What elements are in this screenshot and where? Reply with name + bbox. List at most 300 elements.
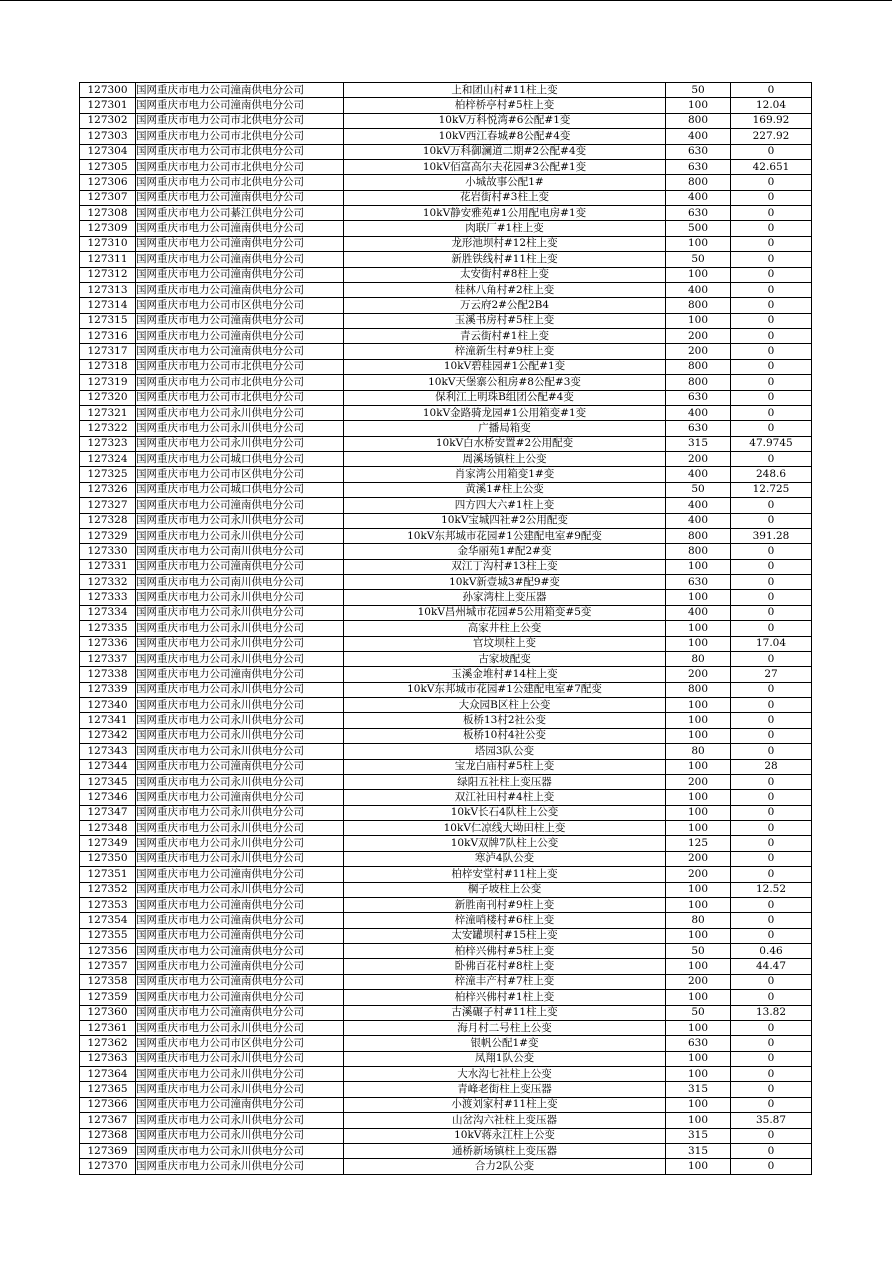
table-row — [80, 159, 812, 174]
cell-company: 国网重庆市电力公司市北供电分公司 — [136, 375, 344, 390]
cell-value: 0 — [731, 390, 812, 405]
cell-value: 27 — [731, 667, 812, 682]
cell-transformer-name: 黄溪1#柱上公变 — [344, 482, 666, 497]
cell-id: 127370 — [80, 1159, 136, 1174]
cell-value: 12.725 — [731, 482, 812, 497]
cell-capacity: 100 — [666, 1067, 731, 1082]
cell-transformer-name: 10kV佰富高尔夫花园#3公配#1变 — [344, 159, 666, 174]
cell-capacity: 315 — [666, 1128, 731, 1143]
table-row — [80, 1159, 812, 1174]
cell-capacity: 100 — [666, 928, 731, 943]
cell-value: 0 — [731, 698, 812, 713]
cell-value: 0 — [731, 559, 812, 574]
cell-id: 127321 — [80, 405, 136, 420]
cell-id: 127358 — [80, 974, 136, 989]
table-row — [80, 83, 812, 98]
cell-company: 国网重庆市电力公司永川供电分公司 — [136, 405, 344, 420]
cell-value: 13.82 — [731, 1005, 812, 1020]
cell-value: 28 — [731, 759, 812, 774]
cell-transformer-name: 太安罐坝村#15柱上变 — [344, 928, 666, 943]
cell-company: 国网重庆市电力公司市区供电分公司 — [136, 467, 344, 482]
cell-company: 国网重庆市电力公司永川供电分公司 — [136, 882, 344, 897]
cell-value: 0 — [731, 252, 812, 267]
cell-value: 0 — [731, 605, 812, 620]
cell-company: 国网重庆市电力公司永川供电分公司 — [136, 621, 344, 636]
cell-id: 127320 — [80, 390, 136, 405]
cell-transformer-name: 合力2队公变 — [344, 1159, 666, 1174]
cell-company: 国网重庆市电力公司潼南供电分公司 — [136, 974, 344, 989]
table-row — [80, 959, 812, 974]
cell-company: 国网重庆市电力公司市北供电分公司 — [136, 390, 344, 405]
cell-transformer-name: 通桥新场镇柱上变压器 — [344, 1143, 666, 1158]
cell-capacity: 400 — [666, 282, 731, 297]
cell-value: 0 — [731, 206, 812, 221]
cell-value: 0 — [731, 913, 812, 928]
page-top-rule — [0, 0, 892, 1]
cell-company: 国网重庆市电力公司永川供电分公司 — [136, 1159, 344, 1174]
cell-id: 127304 — [80, 144, 136, 159]
cell-transformer-name: 10kV昌州城市花园#5公用箱变#5变 — [344, 605, 666, 620]
cell-capacity: 100 — [666, 790, 731, 805]
table-row — [80, 559, 812, 574]
cell-transformer-name: 10kV万科悦湾#6公配#1变 — [344, 113, 666, 128]
cell-company: 国网重庆市电力公司潼南供电分公司 — [136, 667, 344, 682]
cell-transformer-name: 10kV长石4队柱上公变 — [344, 805, 666, 820]
table-row — [80, 1020, 812, 1035]
cell-value: 0 — [731, 928, 812, 943]
cell-transformer-name: 梓潼哨楼村#6柱上变 — [344, 913, 666, 928]
cell-value: 0 — [731, 236, 812, 251]
cell-company: 国网重庆市电力公司永川供电分公司 — [136, 528, 344, 543]
table-row — [80, 498, 812, 513]
cell-capacity: 100 — [666, 1051, 731, 1066]
cell-company: 国网重庆市电力公司市北供电分公司 — [136, 144, 344, 159]
cell-transformer-name: 孙家湾柱上变压器 — [344, 590, 666, 605]
cell-id: 127353 — [80, 897, 136, 912]
cell-id: 127347 — [80, 805, 136, 820]
cell-capacity: 630 — [666, 575, 731, 590]
cell-value: 0 — [731, 897, 812, 912]
cell-id: 127362 — [80, 1036, 136, 1051]
cell-company: 国网重庆市电力公司永川供电分公司 — [136, 851, 344, 866]
table-row — [80, 790, 812, 805]
cell-capacity: 800 — [666, 175, 731, 190]
cell-capacity: 800 — [666, 113, 731, 128]
cell-value: 17.04 — [731, 636, 812, 651]
cell-capacity: 630 — [666, 159, 731, 174]
cell-value: 0 — [731, 1128, 812, 1143]
cell-id: 127368 — [80, 1128, 136, 1143]
cell-capacity: 100 — [666, 1020, 731, 1035]
cell-company: 国网重庆市电力公司永川供电分公司 — [136, 836, 344, 851]
table-body — [80, 83, 812, 1175]
cell-capacity: 100 — [666, 1097, 731, 1112]
cell-transformer-name: 新胜南刊村#9柱上变 — [344, 897, 666, 912]
cell-transformer-name: 柏梓安堂村#11柱上变 — [344, 867, 666, 882]
cell-value: 0 — [731, 1097, 812, 1112]
table-row — [80, 405, 812, 420]
cell-capacity: 100 — [666, 636, 731, 651]
cell-capacity: 100 — [666, 821, 731, 836]
cell-capacity: 100 — [666, 959, 731, 974]
table-row — [80, 1097, 812, 1112]
cell-transformer-name: 10kV白水桥安置#2公用配变 — [344, 436, 666, 451]
cell-transformer-name: 10kV天堡寨公租房#8公配#3变 — [344, 375, 666, 390]
cell-capacity: 630 — [666, 144, 731, 159]
cell-company: 国网重庆市电力公司潼南供电分公司 — [136, 1097, 344, 1112]
cell-company: 国网重庆市电力公司南川供电分公司 — [136, 544, 344, 559]
cell-transformer-name: 双江丁沟村#13柱上变 — [344, 559, 666, 574]
cell-company: 国网重庆市电力公司潼南供电分公司 — [136, 190, 344, 205]
cell-id: 127346 — [80, 790, 136, 805]
cell-id: 127318 — [80, 359, 136, 374]
cell-value: 0 — [731, 329, 812, 344]
cell-id: 127324 — [80, 452, 136, 467]
cell-capacity: 315 — [666, 436, 731, 451]
cell-company: 国网重庆市电力公司潼南供电分公司 — [136, 867, 344, 882]
cell-capacity: 50 — [666, 944, 731, 959]
cell-transformer-name: 小城故事公配1# — [344, 175, 666, 190]
cell-transformer-name: 板桥10村4社公变 — [344, 728, 666, 743]
table-row — [80, 744, 812, 759]
cell-value: 0 — [731, 728, 812, 743]
cell-value: 0.46 — [731, 944, 812, 959]
table-row — [80, 990, 812, 1005]
cell-value: 0 — [731, 790, 812, 805]
table-row — [80, 1082, 812, 1097]
cell-transformer-name: 青云街村#1柱上变 — [344, 329, 666, 344]
table-row — [80, 98, 812, 113]
cell-company: 国网重庆市电力公司永川供电分公司 — [136, 1082, 344, 1097]
cell-capacity: 800 — [666, 359, 731, 374]
table-row — [80, 882, 812, 897]
cell-transformer-name: 10kV万科御澜道二期#2公配#4变 — [344, 144, 666, 159]
cell-id: 127355 — [80, 928, 136, 943]
cell-capacity: 100 — [666, 1159, 731, 1174]
cell-company: 国网重庆市电力公司永川供电分公司 — [136, 436, 344, 451]
cell-capacity: 630 — [666, 421, 731, 436]
table-row — [80, 682, 812, 697]
cell-id: 127349 — [80, 836, 136, 851]
cell-capacity: 100 — [666, 559, 731, 574]
cell-id: 127354 — [80, 913, 136, 928]
cell-company: 国网重庆市电力公司潼南供电分公司 — [136, 498, 344, 513]
table-row — [80, 805, 812, 820]
cell-capacity: 200 — [666, 452, 731, 467]
table-row — [80, 636, 812, 651]
cell-capacity: 100 — [666, 267, 731, 282]
cell-transformer-name: 万云府2#公配2B4 — [344, 298, 666, 313]
cell-transformer-name: 大水沟七社柱上公变 — [344, 1067, 666, 1082]
cell-id: 127305 — [80, 159, 136, 174]
cell-value: 0 — [731, 974, 812, 989]
cell-transformer-name: 凤翔1队公变 — [344, 1051, 666, 1066]
cell-value: 0 — [731, 836, 812, 851]
cell-company: 国网重庆市电力公司潼南供电分公司 — [136, 313, 344, 328]
table-row — [80, 452, 812, 467]
cell-value: 0 — [731, 1051, 812, 1066]
cell-transformer-name: 青峰老街柱上变压器 — [344, 1082, 666, 1097]
cell-company: 国网重庆市电力公司城口供电分公司 — [136, 482, 344, 497]
cell-id: 127315 — [80, 313, 136, 328]
table-row — [80, 267, 812, 282]
cell-id: 127301 — [80, 98, 136, 113]
cell-id: 127351 — [80, 867, 136, 882]
cell-value: 0 — [731, 821, 812, 836]
cell-company: 国网重庆市电力公司永川供电分公司 — [136, 728, 344, 743]
cell-value: 0 — [731, 144, 812, 159]
cell-value: 0 — [731, 713, 812, 728]
cell-value: 0 — [731, 421, 812, 436]
cell-company: 国网重庆市电力公司潼南供电分公司 — [136, 252, 344, 267]
cell-transformer-name: 塔园3队公变 — [344, 744, 666, 759]
cell-value: 0 — [731, 359, 812, 374]
cell-capacity: 50 — [666, 1005, 731, 1020]
cell-value: 0 — [731, 805, 812, 820]
cell-transformer-name: 10kV宝城四社#2公用配变 — [344, 513, 666, 528]
table-row — [80, 1036, 812, 1051]
cell-id: 127344 — [80, 759, 136, 774]
cell-company: 国网重庆市电力公司市北供电分公司 — [136, 113, 344, 128]
cell-company: 国网重庆市电力公司潼南供电分公司 — [136, 928, 344, 943]
cell-id: 127334 — [80, 605, 136, 620]
cell-value: 0 — [731, 1036, 812, 1051]
cell-id: 127312 — [80, 267, 136, 282]
cell-company: 国网重庆市电力公司潼南供电分公司 — [136, 329, 344, 344]
cell-id: 127326 — [80, 482, 136, 497]
table-row — [80, 1128, 812, 1143]
table-row — [80, 298, 812, 313]
cell-id: 127359 — [80, 990, 136, 1005]
cell-capacity: 800 — [666, 528, 731, 543]
table-row — [80, 974, 812, 989]
cell-value: 0 — [731, 513, 812, 528]
cell-capacity: 200 — [666, 344, 731, 359]
cell-transformer-name: 双江社田村#4柱上变 — [344, 790, 666, 805]
cell-company: 国网重庆市电力公司潼南供电分公司 — [136, 959, 344, 974]
cell-transformer-name: 10kV仁凉线大坳田柱上变 — [344, 821, 666, 836]
cell-value: 227.92 — [731, 129, 812, 144]
cell-id: 127360 — [80, 1005, 136, 1020]
cell-transformer-name: 10kV西江春城#8公配#4变 — [344, 129, 666, 144]
cell-value: 0 — [731, 267, 812, 282]
cell-company: 国网重庆市电力公司市北供电分公司 — [136, 359, 344, 374]
cell-id: 127337 — [80, 651, 136, 666]
cell-capacity: 200 — [666, 867, 731, 882]
cell-transformer-name: 柏梓兴佛村#5柱上变 — [344, 944, 666, 959]
cell-id: 127367 — [80, 1113, 136, 1128]
cell-id: 127329 — [80, 528, 136, 543]
cell-id: 127311 — [80, 252, 136, 267]
cell-company: 国网重庆市电力公司潼南供电分公司 — [136, 990, 344, 1005]
cell-capacity: 50 — [666, 252, 731, 267]
cell-value: 0 — [731, 1020, 812, 1035]
cell-company: 国网重庆市电力公司潼南供电分公司 — [136, 559, 344, 574]
cell-company: 国网重庆市电力公司潼南供电分公司 — [136, 236, 344, 251]
cell-transformer-name: 梓潼丰产村#7柱上变 — [344, 974, 666, 989]
cell-transformer-name: 柏梓桥亭村#5柱上变 — [344, 98, 666, 113]
cell-transformer-name: 广播局箱变 — [344, 421, 666, 436]
table-row — [80, 851, 812, 866]
cell-value: 0 — [731, 990, 812, 1005]
cell-id: 127310 — [80, 236, 136, 251]
table-row — [80, 375, 812, 390]
cell-capacity: 100 — [666, 759, 731, 774]
cell-id: 127317 — [80, 344, 136, 359]
cell-transformer-name: 海月村二号柱上公变 — [344, 1020, 666, 1035]
cell-capacity: 100 — [666, 236, 731, 251]
table-row — [80, 728, 812, 743]
table-row — [80, 759, 812, 774]
cell-company: 国网重庆市电力公司永川供电分公司 — [136, 651, 344, 666]
cell-id: 127357 — [80, 959, 136, 974]
cell-value: 0 — [731, 452, 812, 467]
cell-id: 127364 — [80, 1067, 136, 1082]
cell-capacity: 400 — [666, 605, 731, 620]
table-row — [80, 206, 812, 221]
cell-capacity: 200 — [666, 851, 731, 866]
table-row — [80, 359, 812, 374]
table-row — [80, 436, 812, 451]
cell-transformer-name: 10kV蒋永江柱上公变 — [344, 1128, 666, 1143]
cell-value: 42.651 — [731, 159, 812, 174]
cell-company: 国网重庆市电力公司市北供电分公司 — [136, 129, 344, 144]
cell-transformer-name: 桂林八角村#2柱上变 — [344, 282, 666, 297]
cell-company: 国网重庆市电力公司永川供电分公司 — [136, 605, 344, 620]
cell-id: 127333 — [80, 590, 136, 605]
table-row — [80, 667, 812, 682]
cell-transformer-name: 棡子坡柱上公变 — [344, 882, 666, 897]
cell-capacity: 100 — [666, 897, 731, 912]
cell-id: 127341 — [80, 713, 136, 728]
cell-company: 国网重庆市电力公司永川供电分公司 — [136, 821, 344, 836]
cell-value: 0 — [731, 682, 812, 697]
cell-capacity: 630 — [666, 206, 731, 221]
cell-company: 国网重庆市电力公司永川供电分公司 — [136, 1143, 344, 1158]
cell-capacity: 200 — [666, 667, 731, 682]
cell-id: 127336 — [80, 636, 136, 651]
cell-capacity: 125 — [666, 836, 731, 851]
cell-transformer-name: 卧佛百花村#8柱上变 — [344, 959, 666, 974]
cell-transformer-name: 花岩街村#3柱上变 — [344, 190, 666, 205]
cell-transformer-name: 宝龙白庙村#5柱上变 — [344, 759, 666, 774]
table-row — [80, 544, 812, 559]
cell-company: 国网重庆市电力公司永川供电分公司 — [136, 636, 344, 651]
cell-capacity: 200 — [666, 974, 731, 989]
cell-company: 国网重庆市电力公司潼南供电分公司 — [136, 759, 344, 774]
cell-id: 127331 — [80, 559, 136, 574]
cell-id: 127345 — [80, 774, 136, 789]
cell-company: 国网重庆市电力公司潼南供电分公司 — [136, 83, 344, 98]
cell-company: 国网重庆市电力公司市区供电分公司 — [136, 1036, 344, 1051]
table-row — [80, 528, 812, 543]
table-row — [80, 252, 812, 267]
cell-capacity: 800 — [666, 298, 731, 313]
cell-company: 国网重庆市电力公司潼南供电分公司 — [136, 282, 344, 297]
cell-id: 127369 — [80, 1143, 136, 1158]
cell-transformer-name: 寒泸4队公变 — [344, 851, 666, 866]
cell-company: 国网重庆市电力公司永川供电分公司 — [136, 744, 344, 759]
cell-id: 127340 — [80, 698, 136, 713]
cell-id: 127356 — [80, 944, 136, 959]
cell-transformer-name: 大众园B区柱上公变 — [344, 698, 666, 713]
cell-id: 127343 — [80, 744, 136, 759]
table-row — [80, 913, 812, 928]
cell-transformer-name: 金华丽苑1#配2#变 — [344, 544, 666, 559]
cell-value: 0 — [731, 498, 812, 513]
cell-capacity: 50 — [666, 482, 731, 497]
table-row — [80, 313, 812, 328]
cell-capacity: 800 — [666, 682, 731, 697]
cell-transformer-name: 肉联厂#1柱上变 — [344, 221, 666, 236]
cell-capacity: 100 — [666, 313, 731, 328]
cell-capacity: 400 — [666, 129, 731, 144]
table-row — [80, 175, 812, 190]
cell-company: 国网重庆市电力公司潼南供电分公司 — [136, 344, 344, 359]
cell-transformer-name: 玉溪金堆村#14柱上变 — [344, 667, 666, 682]
table-row — [80, 513, 812, 528]
cell-value: 0 — [731, 851, 812, 866]
cell-company: 国网重庆市电力公司永川供电分公司 — [136, 1113, 344, 1128]
cell-company: 国网重庆市电力公司永川供电分公司 — [136, 713, 344, 728]
cell-value: 0 — [731, 344, 812, 359]
cell-id: 127348 — [80, 821, 136, 836]
table-row — [80, 651, 812, 666]
cell-id: 127308 — [80, 206, 136, 221]
table-row — [80, 113, 812, 128]
table-row — [80, 821, 812, 836]
table-row — [80, 575, 812, 590]
cell-value: 0 — [731, 744, 812, 759]
cell-value: 0 — [731, 298, 812, 313]
cell-id: 127325 — [80, 467, 136, 482]
cell-transformer-name: 周溪场镇柱上公变 — [344, 452, 666, 467]
cell-id: 127313 — [80, 282, 136, 297]
cell-value: 0 — [731, 1067, 812, 1082]
cell-value: 0 — [731, 774, 812, 789]
cell-company: 国网重庆市电力公司潼南供电分公司 — [136, 1005, 344, 1020]
cell-company: 国网重庆市电力公司永川供电分公司 — [136, 513, 344, 528]
cell-transformer-name: 古溪碾子村#11柱上变 — [344, 1005, 666, 1020]
table-row — [80, 1051, 812, 1066]
cell-transformer-name: 官坟坝柱上变 — [344, 636, 666, 651]
cell-id: 127328 — [80, 513, 136, 528]
cell-company: 国网重庆市电力公司永川供电分公司 — [136, 698, 344, 713]
cell-company: 国网重庆市电力公司綦江供电分公司 — [136, 206, 344, 221]
cell-transformer-name: 玉溪书房村#5柱上变 — [344, 313, 666, 328]
table-row — [80, 590, 812, 605]
cell-value: 248.6 — [731, 467, 812, 482]
table-row — [80, 774, 812, 789]
cell-id: 127352 — [80, 882, 136, 897]
cell-transformer-name: 10kV双牌7队柱上公变 — [344, 836, 666, 851]
cell-id: 127342 — [80, 728, 136, 743]
cell-transformer-name: 高家井柱上公变 — [344, 621, 666, 636]
cell-value: 0 — [731, 651, 812, 666]
cell-value: 0 — [731, 544, 812, 559]
cell-value: 0 — [731, 83, 812, 98]
cell-id: 127302 — [80, 113, 136, 128]
cell-company: 国网重庆市电力公司潼南供电分公司 — [136, 98, 344, 113]
cell-id: 127327 — [80, 498, 136, 513]
cell-capacity: 80 — [666, 913, 731, 928]
cell-transformer-name: 银帆公配1#变 — [344, 1036, 666, 1051]
table-row — [80, 836, 812, 851]
cell-transformer-name: 绿阳五社柱上变压器 — [344, 774, 666, 789]
cell-capacity: 315 — [666, 1143, 731, 1158]
table-row — [80, 897, 812, 912]
cell-capacity: 100 — [666, 728, 731, 743]
